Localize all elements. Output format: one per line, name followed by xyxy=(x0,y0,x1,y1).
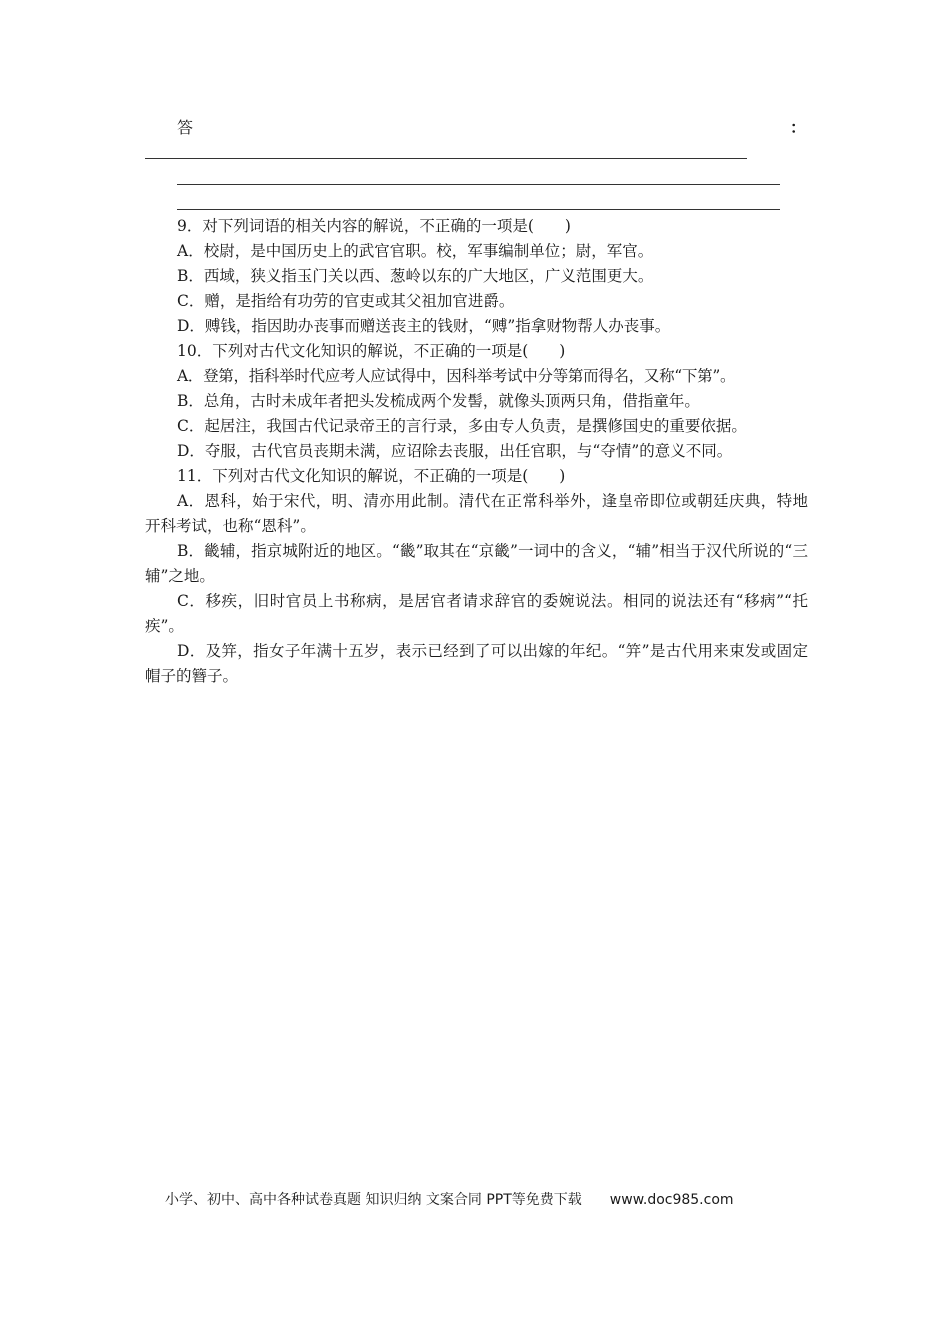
option-b: B．畿辅，指京城附近的地区。“畿”取其在“京畿”一词中的含义，“辅”相当于汉代所说的“三辅”之地。 xyxy=(145,542,808,585)
option-d: D．夺服，古代官员丧期未满，应诏除去丧服，出任官职，与“夺情”的意义不同。 xyxy=(177,442,733,460)
answer-line-3 xyxy=(177,209,780,210)
option-c: C．赠，是指给有功劳的官吏或其父祖加官进爵。 xyxy=(177,292,515,310)
option-a: A．恩科，始于宋代，明、清亦用此制。清代在正常科举外，逢皇帝即位或朝廷庆典，特地开科考试，也称“恩科”。 xyxy=(145,492,808,535)
question-stem: 11．下列对古代文化知识的解说，不正确的一项是( ) xyxy=(177,467,566,485)
question-10 xyxy=(145,339,808,464)
option-c: C．起居注，我国古代记录帝王的言行录，多由专人负责，是撰修国史的重要依据。 xyxy=(177,417,747,435)
question-stem: 9．对下列词语的相关内容的解说，不正确的一项是( ) xyxy=(177,217,571,235)
answer-line-2 xyxy=(177,184,780,185)
footer-site-link[interactable]: www.doc985.com xyxy=(609,1192,734,1208)
option-d: D．及笄，指女子年满十五岁，表示已经到了可以出嫁的年纪。“笄”是古代用来束发或固定帽子的簪子。 xyxy=(145,642,808,685)
question-9 xyxy=(145,214,808,339)
option-a: A．登第，指科举时代应考人应试得中，因科举考试中分等第而得名，又称“下第”。 xyxy=(177,367,736,385)
question-stem: 10．下列对古代文化知识的解说，不正确的一项是( ) xyxy=(177,342,566,360)
answer-colon: ： xyxy=(790,118,807,137)
option-d: D．赙钱，指因助办丧事而赠送丧主的钱财，“赙”指拿财物帮人办丧事。 xyxy=(177,317,671,335)
option-b: B．总角，古时未成年者把头发梳成两个发髻，就像头顶两只角，借指童年。 xyxy=(177,392,700,410)
answer-label: 答 xyxy=(177,118,194,137)
option-c: C．移疾，旧时官员上书称病，是居官者请求辞官的委婉说法。相同的说法还有“移病”“托疾”。 xyxy=(145,592,808,635)
answer-line-1 xyxy=(145,158,747,159)
question-list xyxy=(145,214,808,689)
option-a: A．校尉，是中国历史上的武官官职。校，军事编制单位；尉，军官。 xyxy=(177,242,654,260)
option-b: B．西域，狭义指玉门关以西、葱岭以东的广大地区，广义范围更大。 xyxy=(177,267,654,285)
footer xyxy=(165,1190,734,1210)
footer-text: 小学、初中、高中各种试卷真题 知识归纳 文案合同 PPT等免费下载 xyxy=(165,1192,582,1208)
question-11 xyxy=(145,464,808,689)
